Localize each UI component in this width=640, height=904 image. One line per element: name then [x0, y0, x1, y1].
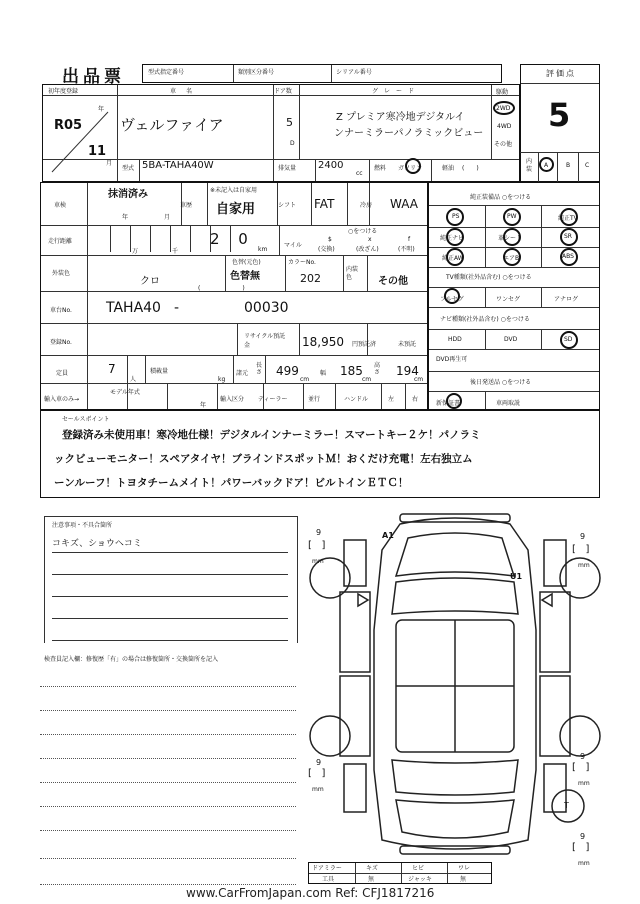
equip-abs[interactable]: ABS [562, 253, 574, 260]
equip-airbag[interactable]: エアB [503, 255, 520, 262]
fuel-label: 燃料 [374, 165, 387, 172]
equip-pw-circle [503, 208, 521, 226]
tire-rl-mm: mm [312, 786, 324, 793]
spare-bracket: [ ] [572, 842, 590, 853]
handle-right: 右 [412, 396, 419, 403]
chassis-prefix: TAHA40 [106, 300, 161, 316]
equip-ps[interactable]: PS [452, 213, 460, 220]
int-color-label: 内装色 [346, 266, 359, 281]
score-value: 5 [548, 96, 571, 134]
spare-tire-label: T [564, 801, 569, 810]
legend-scratch: キズ [366, 865, 378, 872]
color-change-value: 色替無 [230, 271, 260, 282]
import-label: 輸入車のみ→ [44, 396, 80, 403]
sales-points-line2: ックビューモニター！スペアタイヤ！ブラインドスポットＭ！おくだけ充電！左右独立ム [54, 453, 473, 465]
body-history-label: 車歴 [180, 202, 193, 209]
category-label: 類別区分番号 [238, 69, 275, 76]
drive-2wd: 2WD [496, 105, 511, 112]
car-body-diagram [300, 510, 610, 870]
grade-line2: ンナーミラーパノラミックビュー [334, 128, 484, 139]
spare-depth: 9 [580, 832, 586, 841]
shift-value: FAT [314, 197, 335, 211]
displacement-unit: cc [356, 170, 363, 177]
capacity-label: 定員 [56, 370, 69, 377]
doors-suffix: D [290, 140, 295, 147]
width-cm: cm [362, 376, 372, 383]
reg-year: R05 [54, 118, 83, 133]
form-title: 出品票 [62, 67, 125, 87]
drive-other: その他 [494, 141, 513, 148]
later-warranty-circle [446, 393, 462, 409]
handle-left: 左 [388, 396, 395, 403]
mileage-mark-circle: ○をつける [348, 228, 378, 235]
inspector-label: 検査員記入欄：修復歴「有」の場合は修復箇所・交換箇所を記入 [44, 656, 219, 663]
score-label: 評価点 [546, 69, 576, 78]
doors-label: ドア数 [274, 88, 292, 95]
ac-label: 冷房 [360, 202, 373, 209]
footer-watermark: www.CarFromJapan.com Ref: CFJ1817216 [186, 886, 435, 900]
opt-tamper-sym: x [368, 236, 372, 243]
car-name-label: 車名 [170, 88, 203, 95]
legend-jack-value: 無 [460, 876, 467, 883]
mileage-sen: 千 [172, 248, 179, 255]
navi-sd[interactable]: SD [564, 336, 573, 343]
tire-fl-bracket: [ ] [308, 540, 326, 551]
mileage-label: 走行距離 [48, 238, 73, 245]
mileage-man: 万 [132, 248, 139, 255]
opt-exchange: (交換) [318, 246, 335, 253]
color-no-label: カラーNo. [288, 259, 316, 266]
drive-label: 駆動 [496, 89, 509, 96]
width-value: 185 [340, 364, 363, 378]
equip-tv-circle [560, 208, 578, 226]
reg-no-label: 登録No. [50, 339, 72, 346]
sales-points-label: セールスポイント [62, 416, 110, 423]
opt-unknown-sym: f [408, 236, 411, 243]
legend-tools-value: 無 [368, 876, 375, 883]
color-paren: ( ) [198, 285, 247, 292]
interior-a-circle [539, 157, 554, 172]
tv-fullseg-circle [444, 288, 460, 304]
tire-rr-depth: 9 [580, 752, 586, 761]
chassis-dash: - [174, 300, 180, 316]
opt-unknown: (不明) [398, 246, 415, 253]
load-unit: kg [218, 376, 226, 383]
length-label: 長さ [256, 362, 263, 376]
tire-fl-mm: mm [312, 558, 324, 565]
height-label: 高さ [374, 362, 381, 376]
spare-mm: mm [578, 860, 590, 867]
inspection-year: 年 [122, 214, 129, 221]
damage-a1: A1 [382, 531, 394, 540]
tv-oneseg[interactable]: ワンセグ [496, 296, 521, 303]
color-change-label: 色替(元色) [232, 259, 261, 266]
inspection-month: 月 [164, 214, 171, 221]
opt-exchange-sym: $ [328, 236, 332, 243]
damage-u1: U1 [510, 572, 523, 581]
navi-dvd[interactable]: DVD [504, 336, 518, 343]
interior-label: 内装 [526, 158, 533, 173]
import-dealer: ディーラー [258, 396, 288, 403]
usage-note: ※未記入は自家用 [210, 187, 258, 194]
recycle-not: 未預託 [398, 341, 417, 348]
navi-sd-circle [560, 331, 578, 349]
interior-c: C [585, 162, 590, 169]
equip-ps-circle [446, 208, 464, 226]
drive-4wd: 4WD [497, 123, 512, 130]
capacity-value: 7 [108, 362, 116, 376]
later-warranty[interactable]: 新保証書 [436, 400, 461, 407]
length-value: 499 [276, 364, 299, 378]
header-codes [142, 64, 502, 83]
recycle-amount: 18,950 [302, 335, 344, 349]
mile-label: マイル [284, 242, 302, 249]
tire-rl-bracket: [ ] [308, 768, 326, 779]
equip-aw[interactable]: 純正AW [442, 255, 464, 262]
inspection-label: 車検 [54, 202, 67, 209]
equip-tv[interactable]: 純正TV [558, 215, 578, 222]
notes-text: コキズ、ショウヘコミ [52, 539, 142, 549]
grade-line1: Z プレミア寒冷地デジタルイ [336, 112, 465, 123]
navi-title: ナビ種類(社外品含む) ○をつける [440, 316, 530, 323]
model-year-unit: 年 [200, 402, 207, 409]
inspection-value: 抹消済み [108, 189, 148, 200]
sales-points-line3: ーンルーフ！トヨタチームメイト！パワーバックドア！ビルトインＥＴＣ！ [54, 477, 409, 489]
legend-break: ワレ [458, 865, 471, 872]
first-reg-label: 初年度登録 [48, 88, 79, 95]
equip-abs-circle [560, 248, 578, 266]
fuel-gasoline-circle [405, 158, 421, 174]
load-label: 積載量 [150, 368, 169, 375]
height-value: 194 [396, 364, 419, 378]
tv-fullseg[interactable]: フルセグ [440, 296, 464, 303]
dvd-label: DVD再生可 [436, 356, 468, 363]
navi-hdd[interactable]: HDD [448, 336, 462, 343]
displacement-value: 2400 [318, 160, 344, 171]
later-manual[interactable]: 車両取説 [496, 400, 521, 407]
later-title: 後日発送品 ○をつける [470, 379, 532, 386]
int-color-value: その他 [378, 276, 408, 287]
car-name: ヴェルファイア [120, 116, 224, 134]
import-parallel: 並行 [308, 396, 321, 403]
legend-tools: 工具 [322, 876, 335, 883]
month-label: 月 [106, 160, 113, 167]
import-cat-label: 輸入区分 [220, 396, 245, 403]
opt-tamper: (改ざん) [356, 246, 379, 253]
displacement-label: 排気量 [278, 165, 297, 172]
equipment-title: 純正装備品 ○をつける [470, 194, 532, 201]
equip-navi[interactable]: 純正ナビ [440, 235, 465, 242]
length-cm: cm [300, 376, 310, 383]
height-cm: cm [414, 376, 424, 383]
tire-rl-depth: 9 [316, 758, 322, 767]
legend-crack: ヒビ [412, 865, 425, 872]
tire-rr-mm: mm [578, 780, 590, 787]
equip-airbag-circle [503, 248, 521, 266]
serial-label: シリアル番号 [336, 69, 372, 76]
interior-a: A [544, 162, 549, 169]
capacity-unit: 人 [130, 376, 137, 383]
equip-leather-circle [503, 228, 521, 246]
usage-value: 自家用 [216, 202, 256, 217]
fuel-light-oil: 軽油 [442, 165, 455, 172]
equip-aw-circle [446, 248, 464, 266]
legend-mirror: ドアミラー [312, 865, 342, 872]
tire-fr-bracket: [ ] [572, 544, 590, 555]
color-no-value: 202 [300, 272, 321, 285]
doors-value: 5 [286, 116, 293, 129]
tv-analog[interactable]: アナログ [554, 296, 579, 303]
equip-sr-circle [560, 228, 578, 246]
tire-rr-bracket: [ ] [572, 762, 590, 773]
grade-label: グレード [372, 88, 421, 95]
interior-b: B [566, 162, 571, 169]
shift-label: シフト [278, 202, 297, 209]
ext-color-label: 外装色 [52, 270, 71, 277]
equip-sr[interactable]: SR [564, 233, 572, 240]
mileage-value: 2 0 [210, 230, 255, 248]
equip-leather[interactable]: 革シート [498, 235, 523, 242]
fuel-paren: ( ) [462, 165, 479, 172]
tire-fl-depth: 9 [316, 528, 322, 537]
year-label: 年 [98, 106, 105, 113]
ext-color-value: クロ [140, 276, 160, 287]
handle-label: ハンドル [344, 396, 369, 403]
legend-jack: ジャッキ [408, 876, 432, 883]
fuel-gasoline: ガソリン [398, 165, 423, 172]
width-label: 幅 [320, 370, 327, 377]
ac-value: WAA [390, 197, 418, 211]
model-value: 5BA-TAHA40W [142, 160, 214, 171]
tire-fr-mm: mm [578, 562, 590, 569]
equip-pw[interactable]: PW [507, 213, 517, 220]
reg-month: 11 [88, 144, 107, 159]
sales-points-line1: 登録済み未使用車！寒冷地仕様！デジタルインナーミラー！スマートキー２ケ！パノラミ [62, 429, 481, 441]
model-label: 型式 [122, 165, 135, 172]
model-year-label: モデル年式 [110, 389, 140, 396]
notes-label: 注意事項・不具合箇所 [52, 522, 113, 529]
drive-2wd-circle [493, 101, 515, 115]
model-cert-label: 型式指定番号 [148, 69, 185, 76]
chassis-number: 00030 [244, 300, 289, 316]
equip-navi-circle [446, 228, 464, 246]
recycle-label: リサイクル預託金 [244, 333, 286, 349]
dims-label: 諸元 [236, 370, 249, 377]
mileage-km: km [258, 246, 268, 253]
chassis-label: 車台No. [50, 307, 72, 314]
recycle-done: 円預託済 [352, 341, 377, 348]
tire-fr-depth: 9 [580, 532, 586, 541]
tv-title: TV種類(社外品含む) ○をつける [446, 274, 532, 281]
